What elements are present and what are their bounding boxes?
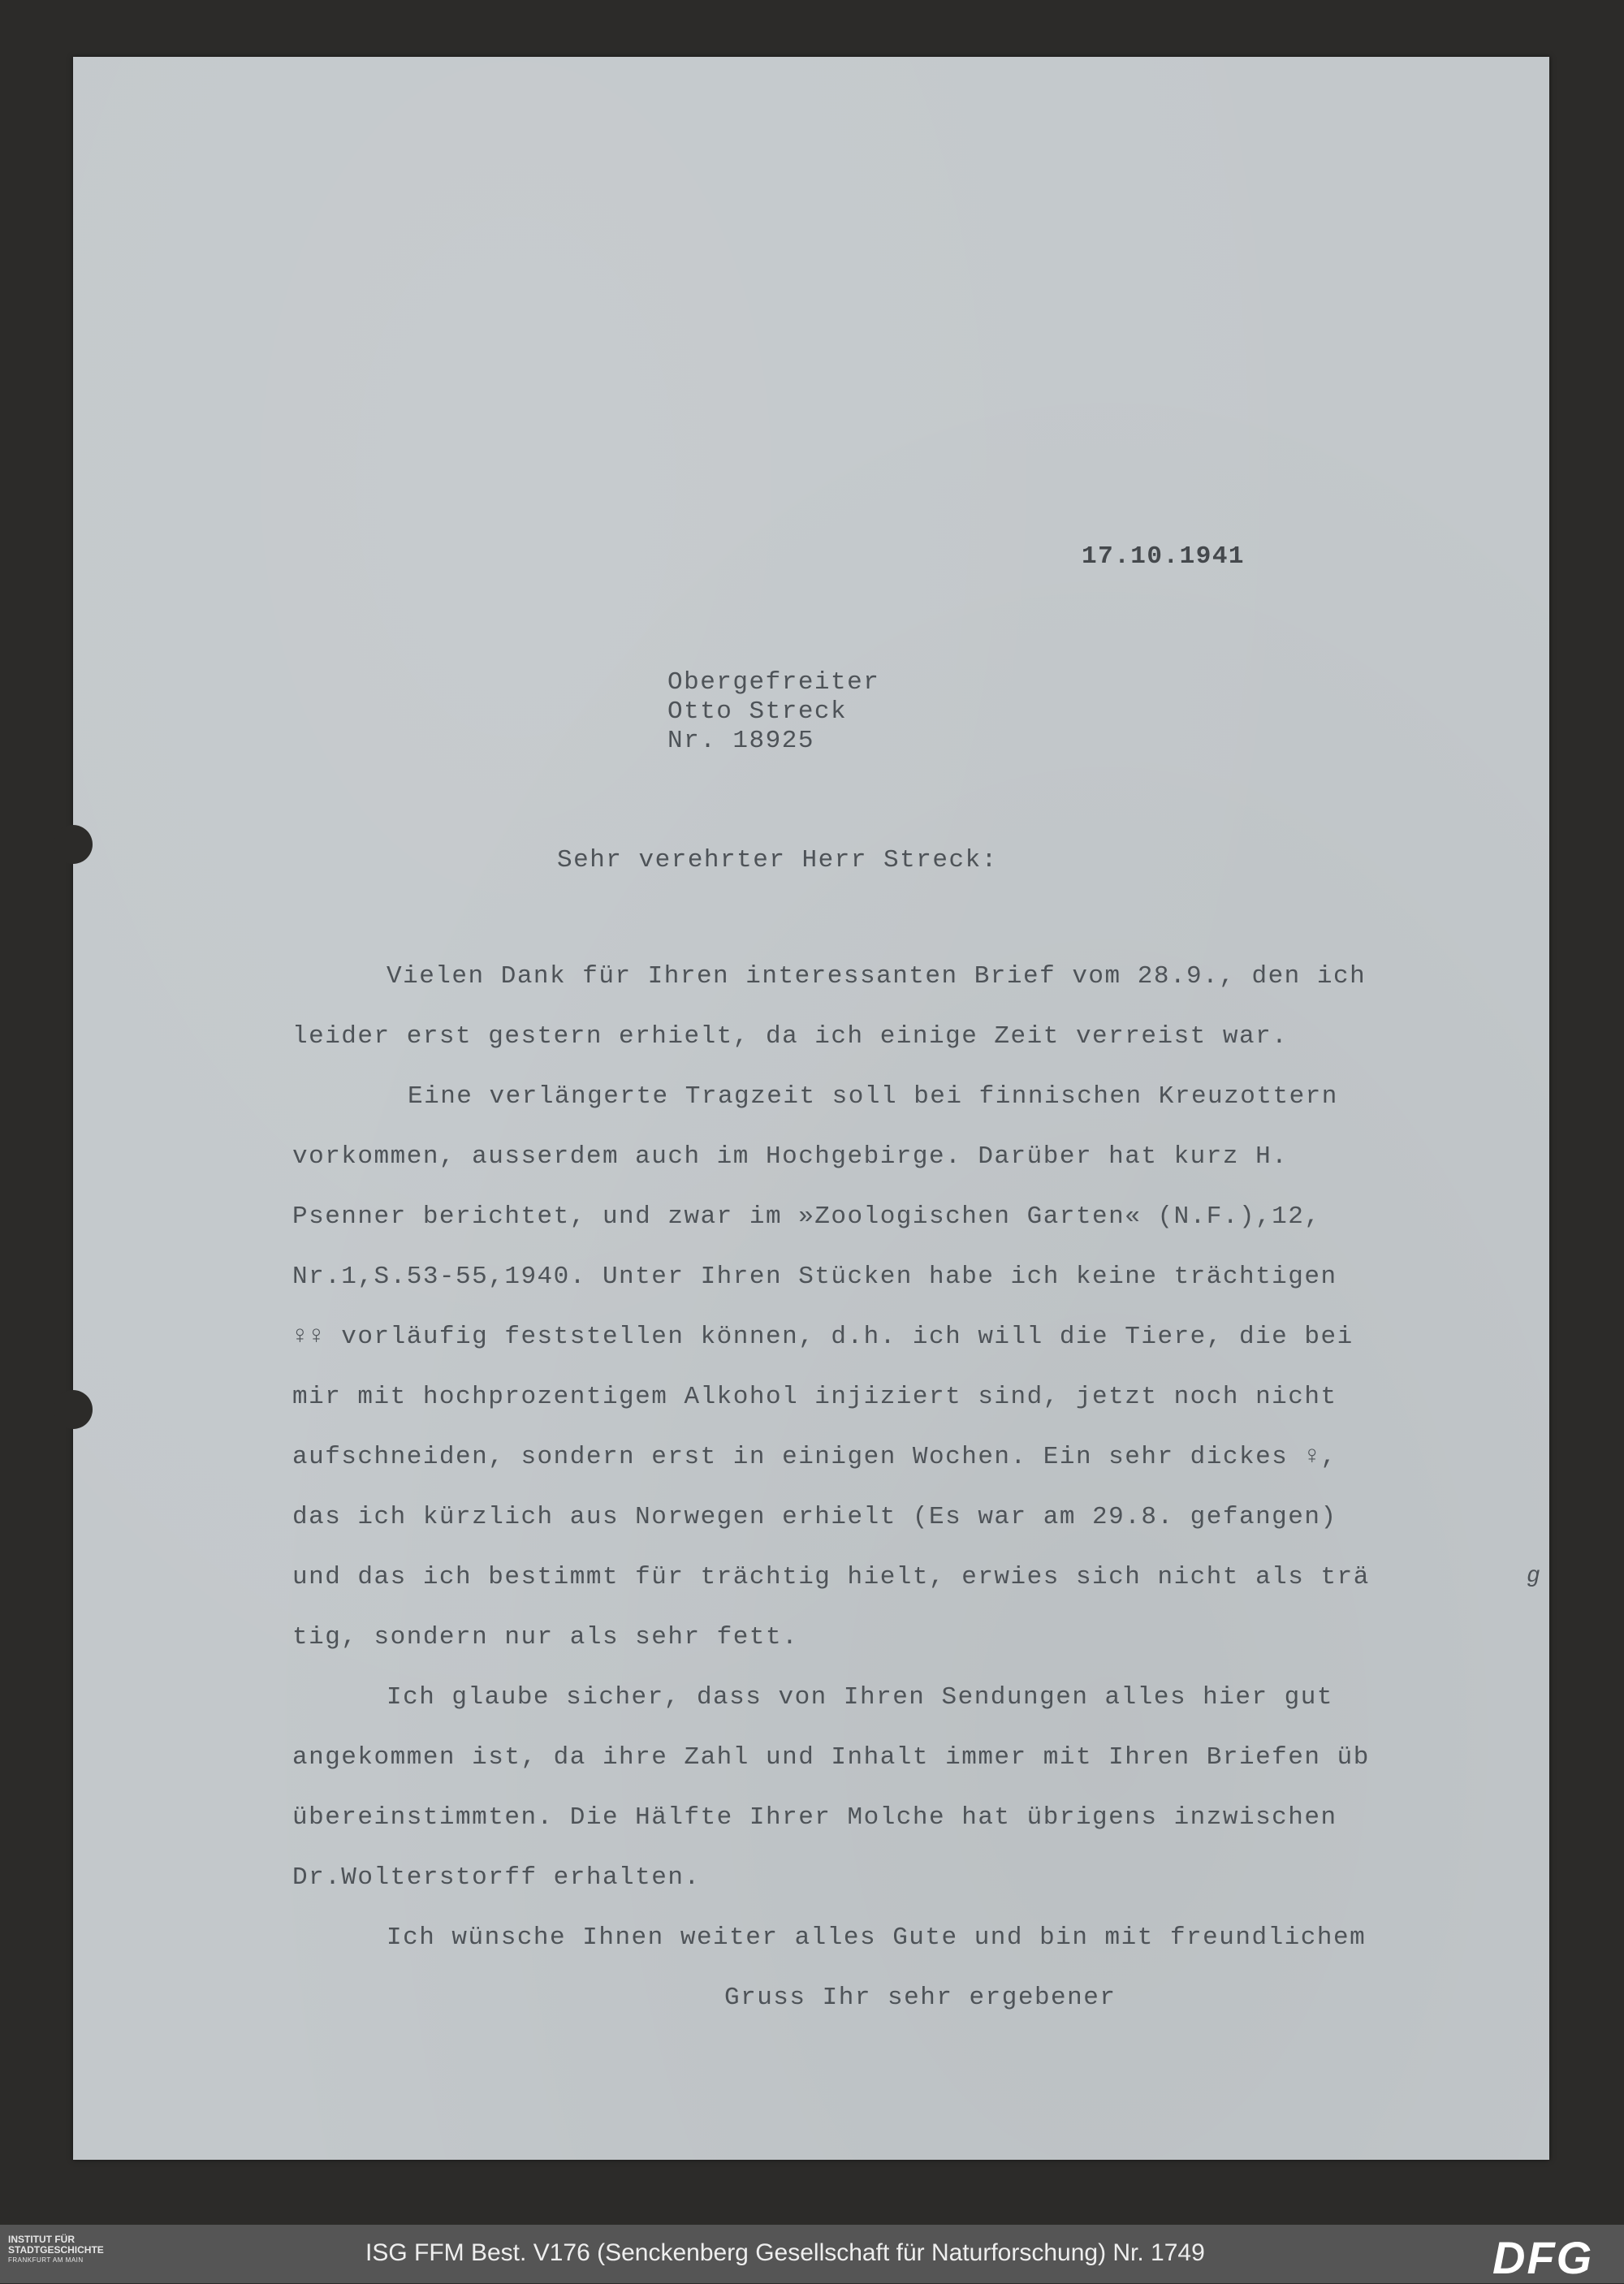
handwritten-correction: g: [1527, 1564, 1542, 1589]
institution-line: INSTITUT FÜR: [8, 2234, 75, 2245]
body-line: Vielen Dank für Ihren interessanten Brief vom 28.9., den ich: [387, 962, 1367, 991]
body-line: leider erst gestern erhielt, da ich einige Zeit verreist war.: [292, 1022, 1289, 1051]
body-line: Ich wünsche Ihnen weiter alles Gute und bin mit freundlichem: [387, 1923, 1367, 1952]
punch-hole-top: [54, 825, 93, 864]
recipient-line: Nr. 18925: [667, 727, 814, 755]
body-line: vorkommen, ausserdem auch im Hochgebirge. Darüber hat kurz H.: [292, 1142, 1289, 1171]
body-line: mir mit hochprozentigem Alkohol injiziert sind, jetzt noch nicht: [292, 1383, 1337, 1411]
body-line: angekommen ist, da ihre Zahl und Inhalt immer mit Ihren Briefen üb: [292, 1743, 1370, 1772]
punch-hole-bottom: [54, 1390, 93, 1429]
body-line: ♀♀ vorläufig feststellen können, d.h. ich will die Tiere, die bei: [292, 1323, 1354, 1351]
body-line: Nr.1,S.53-55,1940. Unter Ihren Stücken habe ich keine trächtigen: [292, 1263, 1337, 1291]
body-line: tig, sondern nur als sehr fett.: [292, 1623, 799, 1651]
body-line: Dr.Wolterstorff erhalten.: [292, 1863, 701, 1892]
closing: Gruss Ihr sehr ergebener: [724, 1984, 1116, 2012]
letter-page: [73, 57, 1549, 2160]
archive-citation: ISG FFM Best. V176 (Senckenberg Gesellschaft für Naturforschung) Nr. 1749: [365, 2239, 1205, 2266]
recipient-line: Obergefreiter: [667, 668, 880, 697]
body-line: Eine verlängerte Tragzeit soll bei finnischen Kreuzottern: [408, 1082, 1338, 1111]
dfg-logo: DFG: [1492, 2232, 1594, 2283]
institution-line: FRANKFURT AM MAIN: [8, 2256, 84, 2264]
salutation: Sehr verehrter Herr Streck:: [557, 846, 998, 874]
institution-logo: [8, 2234, 146, 2265]
institution-line: STADTGESCHICHTE: [8, 2244, 104, 2256]
body-line: und das ich bestimmt für trächtig hielt, erwies sich nicht als trä: [292, 1563, 1370, 1591]
letter-date: 17.10.1941: [1082, 542, 1246, 571]
body-line: aufschneiden, sondern erst in einigen Wochen. Ein sehr dickes ♀,: [292, 1443, 1337, 1471]
archive-footer: [0, 2225, 1624, 2283]
body-line: Ich glaube sicher, dass von Ihren Sendungen alles hier gut: [387, 1683, 1333, 1712]
body-line: das ich kürzlich aus Norwegen erhielt (Es war am 29.8. gefangen): [292, 1503, 1337, 1531]
recipient-line: Otto Streck: [667, 697, 848, 726]
body-line: übereinstimmten. Die Hälfte Ihrer Molche hat übrigens inzwischen: [292, 1803, 1337, 1832]
body-line: Psenner berichtet, und zwar im »Zoologischen Garten« (N.F.),12,: [292, 1202, 1321, 1231]
